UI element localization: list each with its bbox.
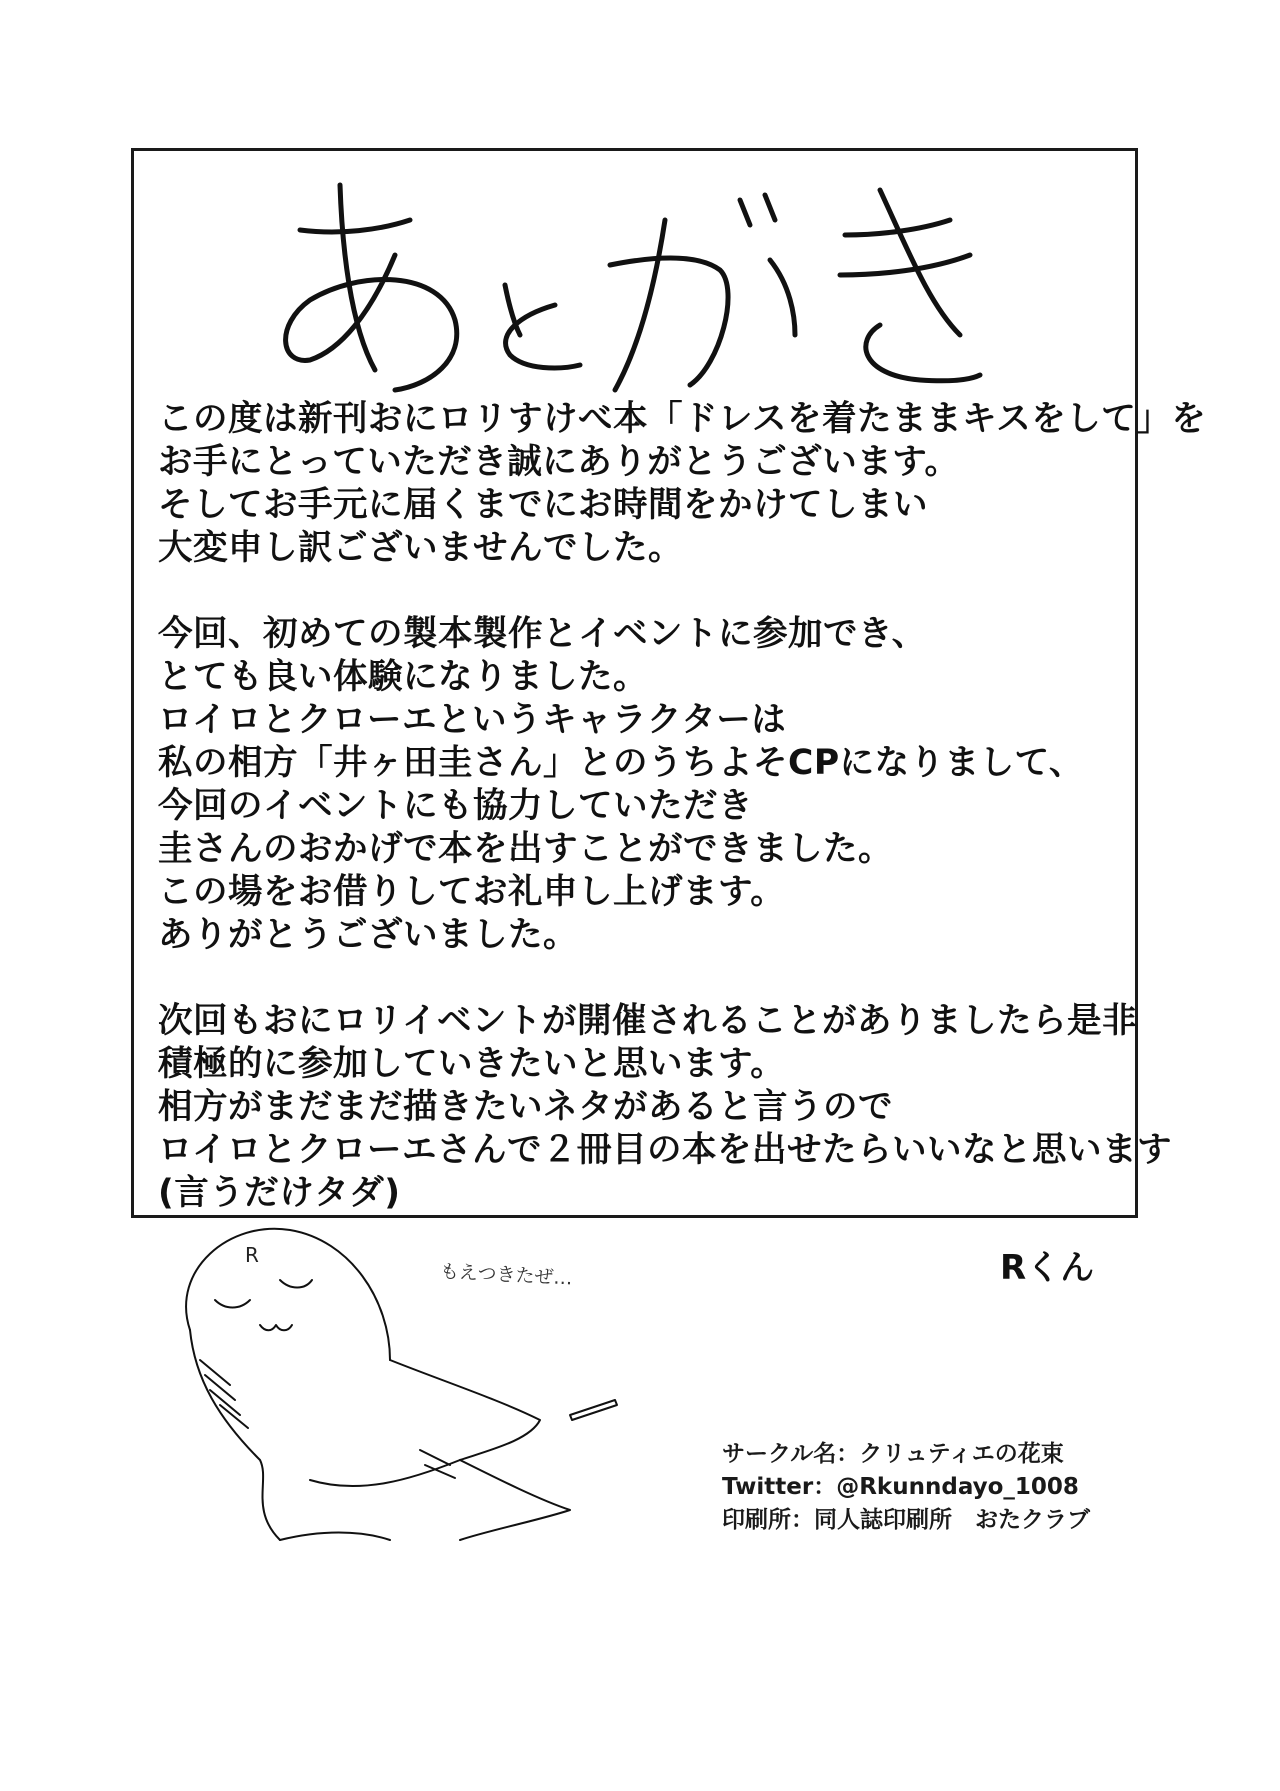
body-line: この度は新刊おにロリすけべ本「ドレスを着たままキスをして」を xyxy=(158,399,1207,439)
body-line: 大変申し訳ございませんでした。 xyxy=(158,528,683,568)
body-line: (言うだけタダ) xyxy=(158,1173,401,1213)
credits-block xyxy=(722,1438,1090,1537)
body-line: 今回のイベントにも協力していただき xyxy=(158,786,753,826)
afterword-body xyxy=(158,398,1207,1258)
printer-name: 印刷所：同人誌印刷所 おたクラブ xyxy=(722,1507,1090,1533)
body-line: ロイロとクローエさんで２冊目の本を出せたらいいなと思います xyxy=(158,1130,1172,1170)
body-line: 今回、初めての製本製作とイベントに参加でき、 xyxy=(158,614,927,654)
afterword-title-handwritten xyxy=(270,175,990,405)
body-line: 次回もおにロリイベントが開催されることがありましたら是非 xyxy=(158,1001,1137,1041)
body-line: お手にとっていただき誠にありがとうございます。 xyxy=(158,442,960,482)
body-line: そしてお手元に届くまでにお時間をかけてしまい xyxy=(158,485,928,525)
twitter-handle: Twitter：@Rkunndayo_1008 xyxy=(722,1474,1079,1500)
body-line: 私の相方「井ヶ田圭さん」とのうちよそCPになりまして、 xyxy=(158,743,1084,783)
body-line: ありがとうございました。 xyxy=(158,915,578,955)
paragraph-thanks xyxy=(158,613,1118,957)
body-line: ロイロとクローエというキャラクターは xyxy=(158,700,787,740)
paragraph-next-time xyxy=(158,1000,1172,1215)
body-line: 圭さんのおかげで本を出すことができました。 xyxy=(158,829,893,869)
body-line: とても良い体験になりました。 xyxy=(158,657,648,697)
body-line: 相方がまだまだ描きたいネタがあると言うので xyxy=(158,1087,893,1127)
circle-name: サークル名：クリュティエの花束 xyxy=(722,1441,1064,1467)
author-signature: Rくん xyxy=(1000,1248,1095,1288)
body-line: 積極的に参加していきたいと思います。 xyxy=(158,1044,786,1084)
body-line: この場をお借りしてお礼申し上げます。 xyxy=(158,872,786,912)
doodle-initial: R xyxy=(245,1243,259,1267)
paragraph-apology xyxy=(158,398,1207,570)
doodle-caption: もえつきたぜ… xyxy=(439,1260,574,1290)
